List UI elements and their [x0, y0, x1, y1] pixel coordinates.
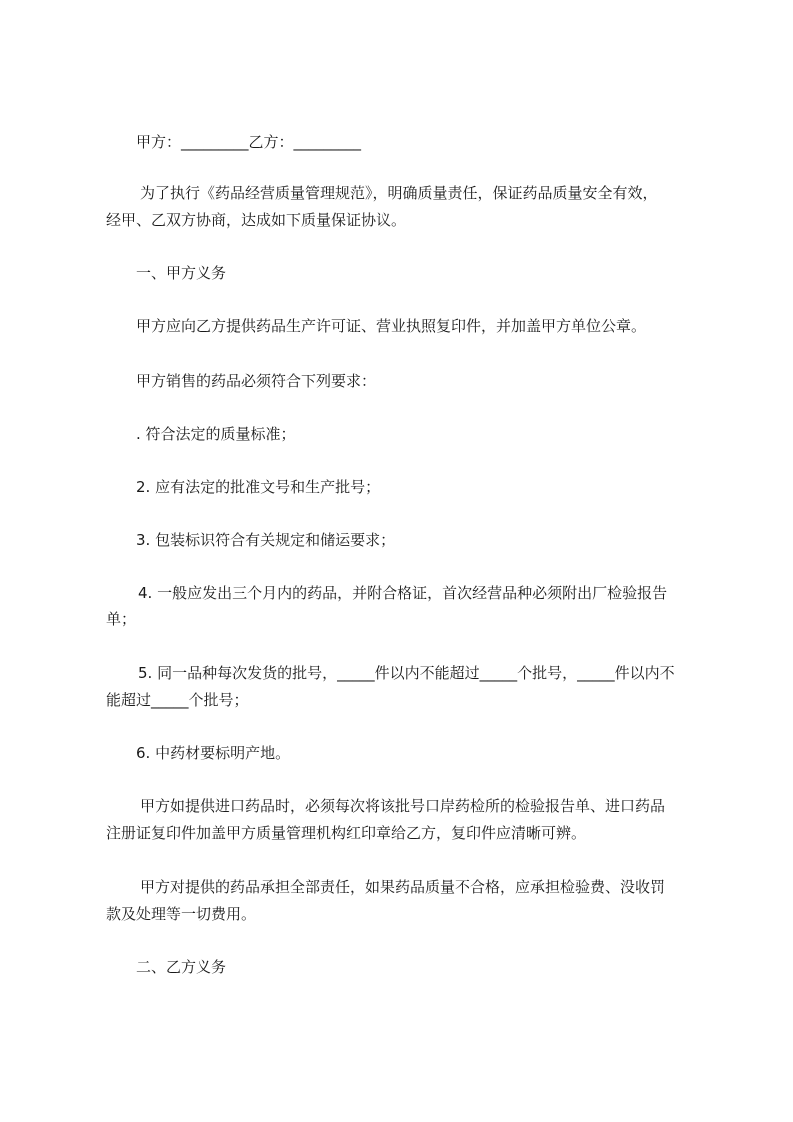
paragraph-liability-line-1: 甲方对提供的药品承担全部责任，如果药品质量不合格，应承担检验费、没收罚 [140, 878, 666, 896]
paragraph-licenses: 甲方应向乙方提供药品生产许可证、营业执照复印件，并加盖甲方单位公章。 [136, 317, 647, 335]
intro-paragraph-line-1: 为了执行《药品经营质量管理规范》，明确质量责任，保证药品质量安全有效， [140, 184, 658, 202]
paragraph-imports-line-2: 注册证复印件加盖甲方质量管理机构红印章给乙方，复印件应清晰可辨。 [106, 824, 587, 842]
intro-paragraph-line-2: 经甲、乙双方协商，达成如下质量保证协议。 [106, 211, 407, 229]
section-heading-party-a: 一、甲方义务 [136, 264, 227, 282]
list-item-4-line-1: 4. 一般应发出三个月内的药品，并附合格证，首次经营品种必须附出厂检验报告 [138, 584, 668, 602]
section-heading-party-b: 二、乙方义务 [136, 958, 227, 976]
list-item-6: 6. 中药材要标明产地。 [136, 744, 291, 762]
list-item-5-line-2: 能超过_____个批号； [106, 691, 249, 709]
parties-line: 甲方：_________乙方：_________ [136, 133, 362, 151]
list-item-4-line-2: 单； [106, 610, 137, 628]
list-item-5-line-1: 5. 同一品种每次发货的批号，_____件以内不能超过_____个批号，_____件以内不 [138, 664, 675, 682]
paragraph-imports-line-1: 甲方如提供进口药品时，必须每次将该批号口岸药检所的检验报告单、进口药品 [140, 797, 666, 815]
paragraph-liability-line-2: 款及处理等一切费用。 [106, 905, 257, 923]
list-item-1: . 符合法定的质量标准； [136, 425, 296, 443]
paragraph-requirements-intro: 甲方销售的药品必须符合下列要求： [136, 372, 377, 390]
list-item-3: 3. 包装标识符合有关规定和储运要求； [136, 531, 396, 549]
list-item-2: 2. 应有法定的批准文号和生产批号； [136, 478, 381, 496]
